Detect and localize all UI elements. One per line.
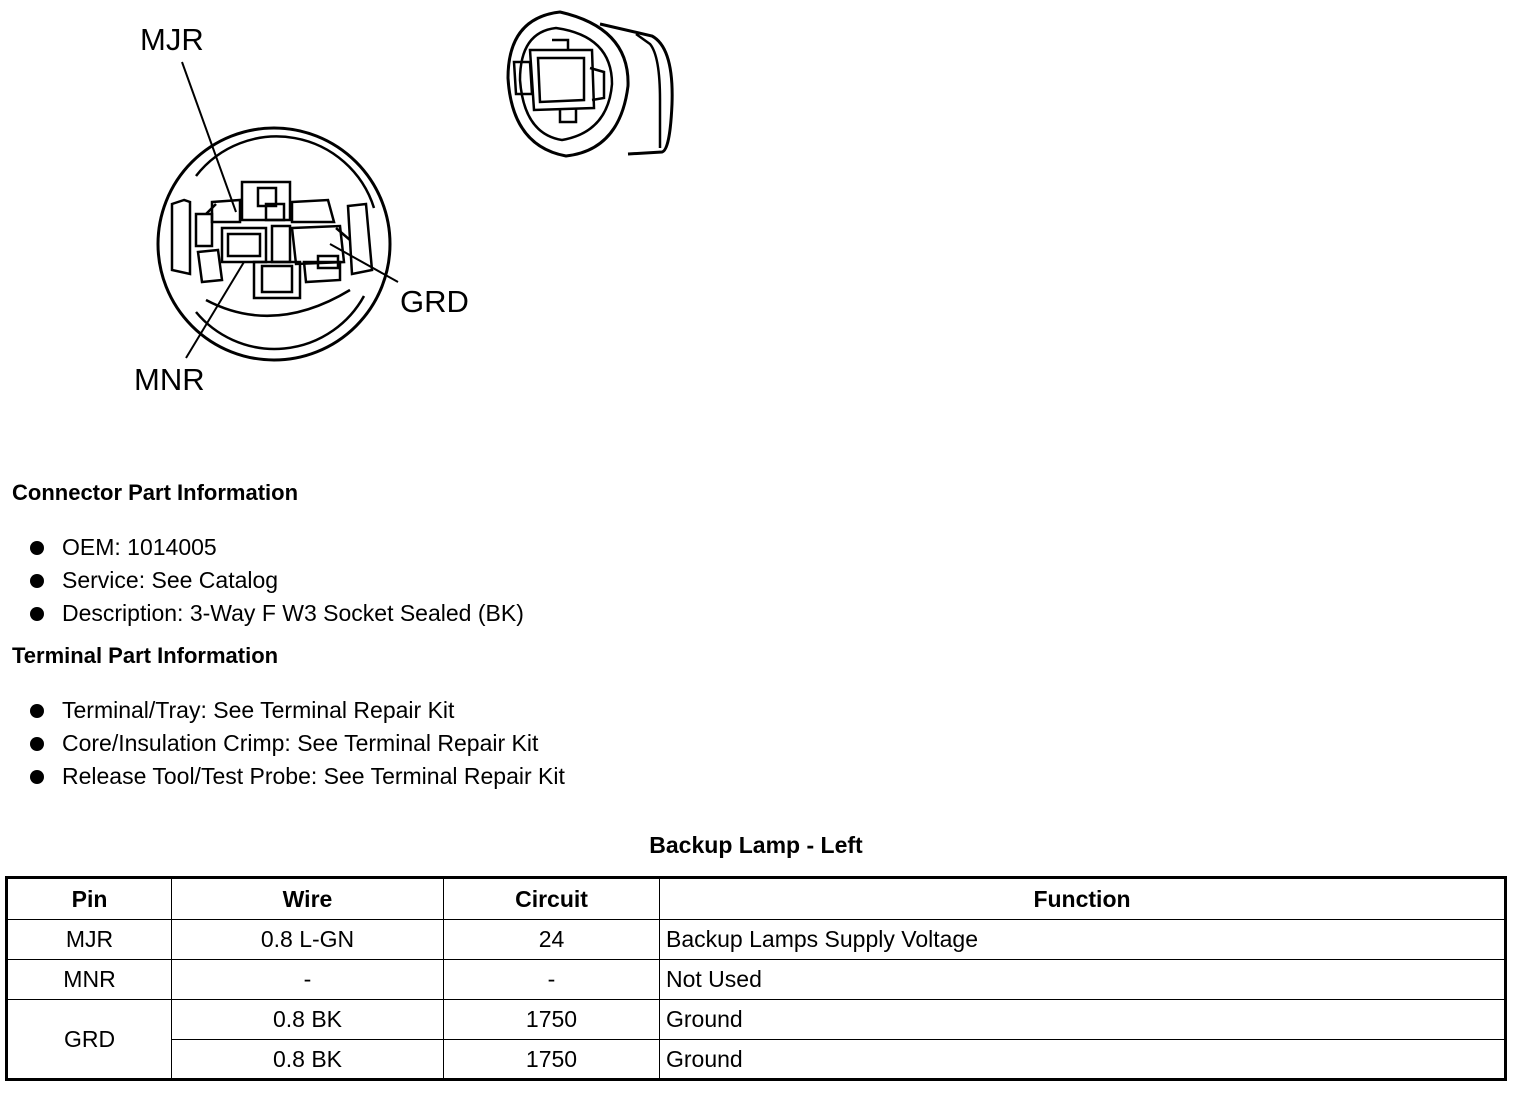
table-row (7, 1040, 1506, 1080)
cell-pin: MJR (7, 920, 172, 960)
header-function: Function (660, 878, 1506, 920)
cell-circuit: - (444, 960, 660, 1000)
bullet-icon (30, 541, 44, 555)
cell-function: Backup Lamps Supply Voltage (660, 920, 1506, 960)
cell-circuit: 1750 (444, 1040, 660, 1080)
cell-pin: GRD (7, 1000, 172, 1080)
list-item (30, 564, 524, 597)
table-title: Backup Lamp - Left (649, 832, 863, 858)
header-pin: Pin (7, 878, 172, 920)
socket-illustration (508, 12, 672, 156)
connector-outer-ring (158, 128, 390, 360)
cell-function: Not Used (660, 960, 1506, 1000)
terminal-cavities (196, 182, 350, 298)
connector-right-tab (348, 204, 372, 274)
terminal-info-title: Terminal Part Information (12, 643, 279, 668)
pin-label-mjr: MJR (140, 22, 204, 57)
bullet-icon (30, 607, 44, 621)
cell-circuit: 24 (444, 920, 660, 960)
table-row (7, 960, 1506, 1000)
cell-function: Ground (660, 1040, 1506, 1080)
list-item-text: Release Tool/Test Probe: See Terminal Repair Kit (62, 763, 565, 789)
list-item-text: OEM: 1014005 (62, 534, 217, 560)
cell-pin: MNR (7, 960, 172, 1000)
cell-wire: 0.8 BK (172, 1040, 444, 1080)
connector-info-title: Connector Part Information (12, 480, 299, 505)
pin-label-mnr: MNR (134, 362, 205, 397)
table-row (7, 920, 1506, 960)
list-item (30, 597, 524, 630)
bullet-icon (30, 770, 44, 784)
bullet-icon (30, 704, 44, 718)
cell-wire: - (172, 960, 444, 1000)
list-item-text: Description: 3-Way F W3 Socket Sealed (BK) (62, 600, 524, 626)
list-item (30, 694, 565, 727)
bullet-icon (30, 574, 44, 588)
header-wire: Wire (172, 878, 444, 920)
list-item-text: Terminal/Tray: See Terminal Repair Kit (62, 697, 455, 723)
list-item (30, 531, 524, 564)
list-item-text: Service: See Catalog (62, 567, 279, 593)
bullet-icon (30, 737, 44, 751)
connector-info-list (30, 531, 524, 630)
cell-function: Ground (660, 1000, 1506, 1040)
table-header-row (7, 878, 1506, 920)
cell-wire: 0.8 L-GN (172, 920, 444, 960)
cell-wire: 0.8 BK (172, 1000, 444, 1040)
connector-diagram (0, 0, 720, 430)
pin-label-grd: GRD (400, 284, 469, 319)
connector-left-tab (172, 200, 190, 274)
cell-circuit: 1750 (444, 1000, 660, 1040)
table-row (7, 1000, 1506, 1040)
list-item (30, 727, 565, 760)
terminal-info-list (30, 694, 565, 793)
list-item (30, 760, 565, 793)
list-item-text: Core/Insulation Crimp: See Terminal Repair Kit (62, 730, 539, 756)
pin-table (5, 876, 1507, 1081)
header-circuit: Circuit (444, 878, 660, 920)
